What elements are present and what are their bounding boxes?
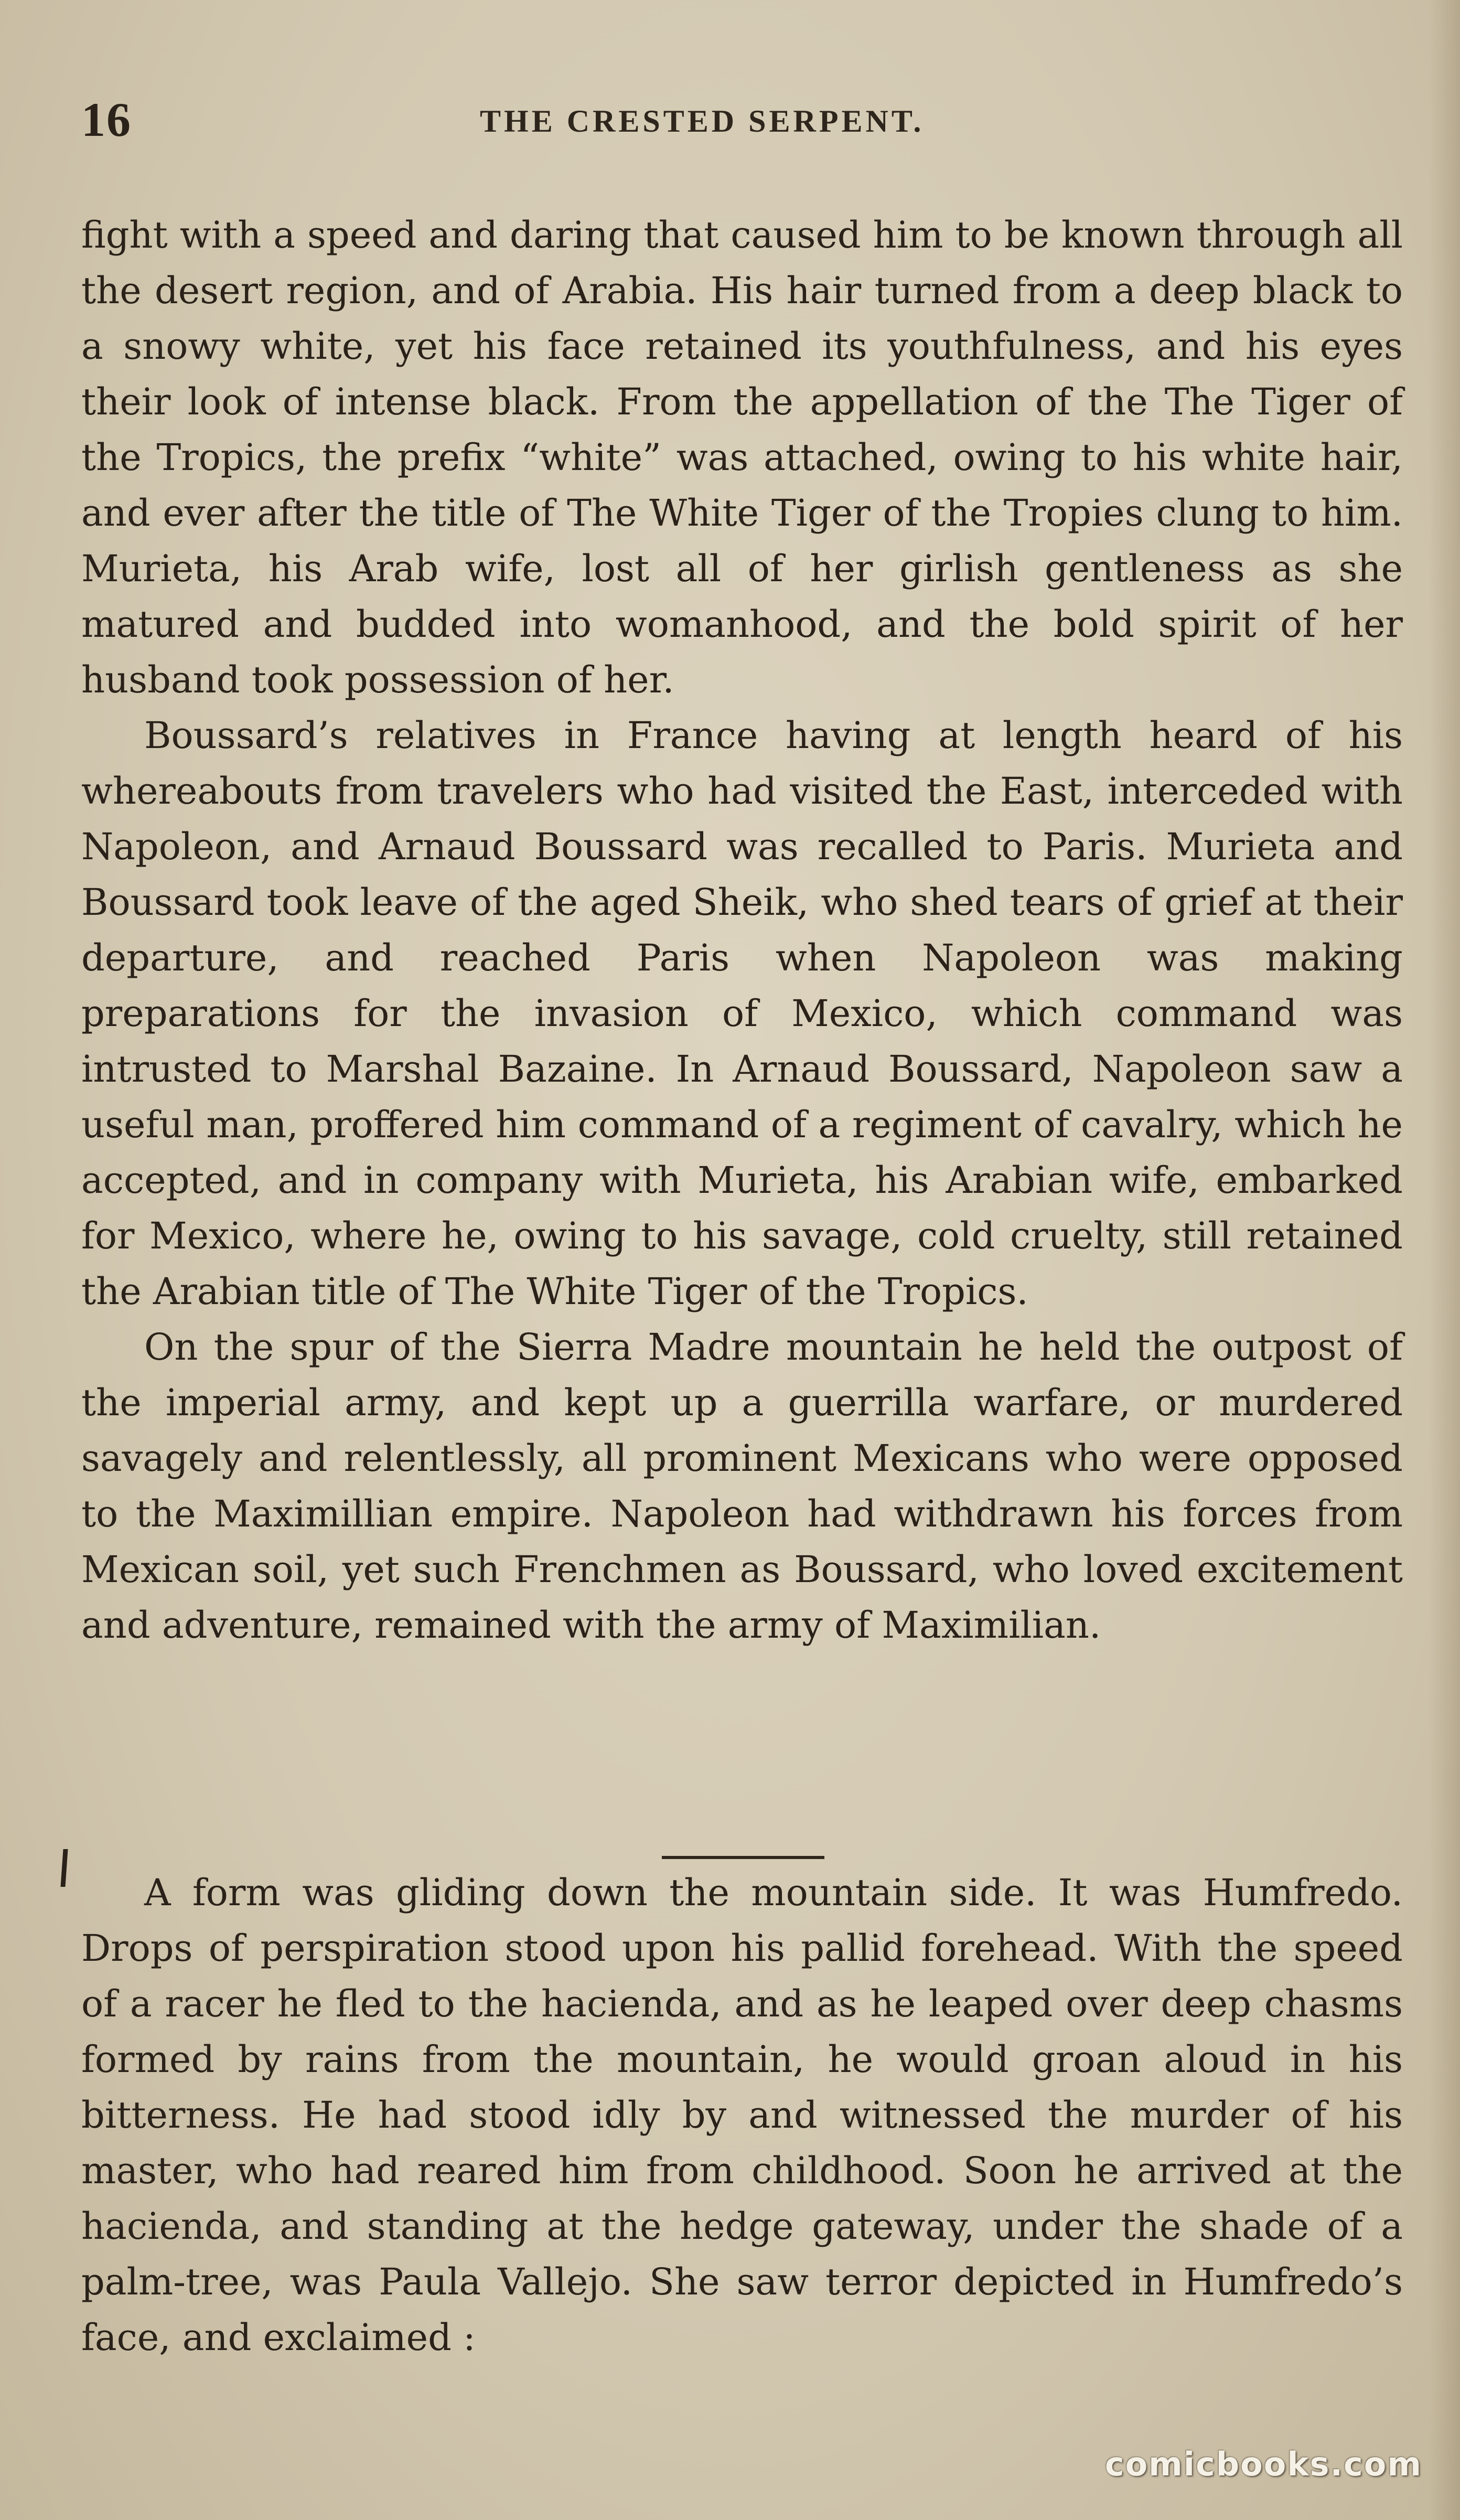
paragraph: fight with a speed and daring that caused him to be known through all the desert region, and of Arabia. His hair turned from a deep black to a snowy white, yet his face retained its youthfulness, and his eyes their look of intense black. From the appellation of the The Tiger of the Tropics, the prefix “white” was attached, owing to his white hair, and ever after the title of The White Tiger of the Tropies clung to him. Murieta, his Arab wife, lost all of her girlish gentleness as she matured and budded into womanhood, and the bold spirit of her husband took possession of her. bbox=[81, 213, 1403, 701]
paragraph: A form was gliding down the mountain side. It was Humfredo. Drops of perspiration stood upon his pallid forehead. With the speed of a racer he fled to the hacienda, and as he leaped over deep chasms formed by rains from the mountain, he would groan aloud in his bitterness. He had stood idly by and witnessed the murder of his master, who had reared him from childhood. Soon he arrived at the hacienda, and standing at the hedge gateway, under the shade of a palm-tree, was Paula Vallejo. She saw terror depicted in Humfredo’s face, and exclaimed : bbox=[81, 1871, 1403, 2359]
text-block-top bbox=[81, 207, 1403, 1653]
paragraph: Boussard’s relatives in France having at length heard of his whereabouts from travelers who had visited the East, interceded with Napoleon, and Arnaud Boussard was recalled to Paris. Murieta and Boussard took leave of the aged Sheik, who shed tears of grief at their departure, and reached Paris when Napoleon was making preparations for the invasion of Mexico, which command was intrusted to Marshal Bazaine. In Arnaud Boussard, Napoleon saw a useful man, proffered him command of a regiment of cavalry, which he accepted, and in company with Murieta, his Arabian wife, embarked for Mexico, where he, owing to his savage, cold cruelty, still retained the Arabian title of The White Tiger of the Tropics. bbox=[81, 714, 1403, 1313]
paragraph: On the spur of the Sierra Madre mountain he held the outpost of the imperial army, and kept up a guerrilla warfare, or murdered savagely and relentlessly, all prominent Mexicans who were opposed to the Maximillian empire. Napoleon had withdrawn his forces from Mexican soil, yet such Frenchmen as Boussard, who loved excitement and adventure, remained with the army of Maximilian. bbox=[81, 1326, 1403, 1647]
margin-mark bbox=[60, 1849, 68, 1887]
section-divider-rule bbox=[662, 1856, 824, 1859]
running-title: THE CRESTED SERPENT. bbox=[480, 104, 925, 138]
page-edge-shadow bbox=[1429, 0, 1460, 2520]
page-header bbox=[81, 92, 1402, 155]
page-number: 16 bbox=[81, 93, 132, 146]
text-block-bottom bbox=[81, 1865, 1403, 2365]
watermark-logo: comicbooks.com bbox=[1104, 2445, 1422, 2483]
